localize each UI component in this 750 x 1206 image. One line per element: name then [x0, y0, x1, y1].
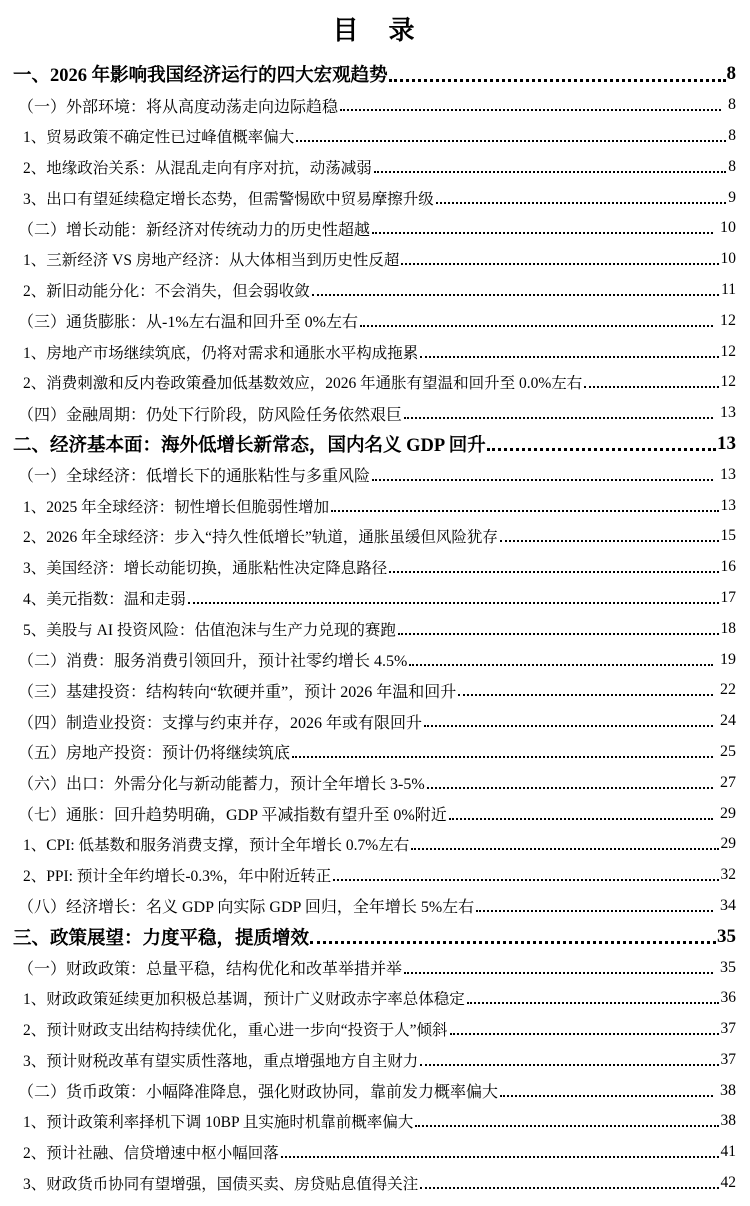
dot-leader — [296, 140, 726, 142]
toc-entry-page: 38 — [720, 1112, 736, 1130]
toc-entry-page: 37 — [720, 1020, 736, 1038]
toc-entry[interactable] — [13, 737, 736, 768]
toc-entry-page: 13 — [720, 404, 736, 422]
toc-entry[interactable] — [13, 121, 736, 152]
toc-entry[interactable] — [13, 490, 736, 521]
toc-entry-page: 13 — [720, 465, 736, 483]
dot-leader — [331, 510, 718, 512]
dot-leader — [487, 448, 716, 451]
toc-entry[interactable] — [13, 1075, 736, 1106]
toc-entry[interactable] — [13, 305, 736, 336]
toc-entry-page: 9 — [728, 188, 736, 206]
toc-entry[interactable] — [13, 1137, 736, 1168]
toc-entry-page: 8 — [728, 126, 736, 144]
toc-entry-label: 1、预计政策利率择机下调 10BP 且实施时机靠前概率偏大 — [23, 1114, 414, 1132]
toc-entry-label: 1、三新经济 VS 房地产经济：从大体相当到历史性反超 — [23, 252, 400, 270]
toc-entry-label: 2、地缘政治关系：从混乱走向有序对抗，动荡减弱 — [23, 159, 372, 177]
toc-entry[interactable] — [13, 521, 736, 552]
dot-leader — [449, 818, 713, 820]
toc-entry-label: （七）通胀：回升趋势明确，GDP 平减指数有望升至 0%附近 — [18, 807, 447, 825]
toc-entry[interactable] — [13, 767, 736, 798]
toc-entry-page: 42 — [720, 1174, 736, 1192]
dot-leader — [415, 1125, 718, 1127]
toc-entry-page: 38 — [720, 1081, 736, 1099]
toc-entry-label: （三）基建投资：结构转向“软硬并重”，预计 2026 年温和回升 — [18, 683, 457, 701]
toc-entry-label: （一）财政政策：总量平稳，结构优化和改革举措并举 — [18, 961, 403, 978]
toc-entry-label: 4、美元指数：温和走弱 — [23, 590, 186, 608]
toc-entry-label: （二）消费：服务消费引领回升，预计社零约增长 4.5% — [18, 653, 408, 671]
toc-entry-page: 29 — [720, 804, 736, 822]
toc-entry-page: 15 — [720, 527, 736, 545]
toc-entry-label: （五）房地产投资：预计仍将继续筑底 — [18, 745, 291, 763]
dot-leader — [401, 263, 718, 265]
toc-entry[interactable] — [13, 952, 736, 983]
toc-entry-label: （三）通货膨胀：从-1%左右温和回升至 0%左右 — [18, 314, 358, 332]
toc-entry-page: 12 — [720, 311, 736, 329]
toc-entry-page: 10 — [720, 250, 736, 268]
dot-leader — [411, 848, 718, 850]
toc-entry-label: 2、预计社融、信贷增速中枢小幅回落 — [23, 1145, 279, 1163]
toc-entry-page: 35 — [717, 925, 736, 947]
toc-entry[interactable] — [13, 429, 736, 460]
dot-leader — [420, 1187, 718, 1189]
dot-leader — [312, 294, 719, 296]
dot-leader — [500, 1095, 713, 1097]
dot-leader — [374, 171, 726, 173]
dot-leader — [458, 694, 713, 696]
dot-leader — [372, 232, 713, 234]
toc-entry-label: （六）出口：外需分化与新动能蓄力，预计全年增长 3-5% — [18, 776, 425, 794]
toc-entry[interactable] — [13, 706, 736, 737]
toc-entry[interactable] — [13, 552, 736, 583]
toc-entry-page: 29 — [720, 835, 736, 853]
toc-entry-page: 25 — [720, 742, 736, 760]
toc-entry-page: 12 — [720, 342, 736, 360]
dot-leader — [372, 479, 713, 481]
toc-entry-label: （一）外部环境：将从高度动荡走向边际趋稳 — [18, 98, 339, 116]
toc-entry[interactable] — [13, 860, 736, 891]
toc-entry-page: 32 — [720, 866, 736, 884]
toc-entry-page: 12 — [720, 373, 736, 391]
toc-entry-label: （八）经济增长：名义 GDP 向实际 GDP 回归，全年增长 5%左右 — [18, 899, 475, 917]
toc-entry-label: 3、预计财税改革有望实质性落地，重点增强地方自主财力 — [23, 1052, 419, 1070]
toc-entry-label: （四）制造业投资：支撑与约束并存，2026 年或有限回升 — [18, 714, 423, 732]
toc-entry-label: 2、预计财政支出结构持续优化，重心进一步向“投资于人”倾斜 — [23, 1022, 448, 1040]
toc-entry[interactable] — [13, 213, 736, 244]
dot-leader — [467, 1002, 719, 1004]
page-title: 目 录 — [332, 16, 417, 45]
toc-entry-page: 8 — [726, 63, 736, 85]
toc-entry-label: 二、经济基本面：海外低增长新常态，国内名义 GDP 回升 — [13, 435, 486, 456]
toc-entry-page: 22 — [720, 681, 736, 699]
toc-entry[interactable] — [13, 151, 736, 182]
toc-entry[interactable] — [13, 398, 736, 429]
toc-entry-label: 2、新旧动能分化：不会消失，但会弱收敛 — [23, 282, 310, 300]
toc-entry-label: （二）货币政策：小幅降准降息，强化财政协同，靠前发力概率偏大 — [18, 1084, 499, 1102]
toc-entry[interactable] — [13, 583, 736, 614]
toc-entry-label: 5、美股与 AI 投资风险：估值泡沫与生产力兑现的赛跑 — [23, 621, 396, 639]
toc-entry-page: 10 — [720, 219, 736, 237]
dot-leader — [360, 325, 713, 327]
toc-entry-page: 13 — [717, 432, 736, 454]
toc-entry-page: 8 — [728, 96, 736, 114]
toc-entry-label: （四）金融周期：仍处下行阶段，防风险任务依然艰巨 — [18, 406, 403, 424]
toc-entry-page: 27 — [720, 773, 736, 791]
toc-entry-page: 34 — [720, 896, 736, 914]
toc-entry-page: 16 — [720, 558, 736, 576]
toc-entry[interactable] — [13, 644, 736, 675]
toc-entry-page: 11 — [721, 280, 736, 298]
toc-entry-label: 1、房地产市场继续筑底，仍将对需求和通胀水平构成拖累 — [23, 344, 419, 362]
dot-leader — [420, 356, 718, 358]
dot-leader — [281, 1156, 719, 1158]
toc-entry[interactable] — [13, 1014, 736, 1045]
toc-entry-page: 24 — [720, 712, 736, 730]
toc-entry[interactable] — [13, 367, 736, 398]
toc-entry-page: 18 — [720, 619, 736, 637]
toc-entry[interactable] — [13, 459, 736, 490]
toc-entry[interactable] — [13, 829, 736, 860]
dot-leader — [427, 787, 713, 789]
dot-leader — [389, 79, 726, 82]
toc-entry-label: 2、PPI: 预计全年约增长-0.3%，年中附近转正 — [23, 868, 332, 886]
toc-entry-page: 13 — [720, 496, 736, 514]
toc-entry[interactable] — [13, 275, 736, 306]
dot-leader — [450, 1033, 719, 1035]
dot-leader — [333, 879, 718, 881]
toc-entry[interactable] — [13, 983, 736, 1014]
toc-entry-label: 2、2026 年全球经济：步入“持久性低增长”轨道，通胀虽缓但风险犹存 — [23, 529, 498, 547]
toc-entry[interactable] — [13, 244, 736, 275]
dot-leader — [404, 417, 713, 419]
dot-leader — [476, 910, 713, 912]
toc-entry-page: 35 — [720, 958, 736, 976]
dot-leader — [436, 202, 726, 204]
toc-list — [13, 59, 736, 1198]
dot-leader — [420, 1064, 718, 1066]
toc-entry[interactable] — [13, 675, 736, 706]
toc-entry[interactable] — [13, 90, 736, 121]
toc-entry-label: 1、CPI: 低基数和服务消费支撑，预计全年增长 0.7%左右 — [23, 837, 410, 855]
toc-entry-label: 1、贸易政策不确定性已过峰值概率偏大 — [23, 128, 295, 146]
dot-leader — [584, 386, 718, 388]
toc-entry[interactable] — [13, 182, 736, 213]
toc-entry[interactable] — [13, 613, 736, 644]
dot-leader — [389, 571, 718, 573]
toc-entry[interactable] — [13, 798, 736, 829]
toc-entry-page: 36 — [720, 989, 736, 1007]
toc-entry[interactable] — [13, 59, 736, 90]
toc-entry-label: 3、美国经济：增长动能切换，通胀粘性决定降息路径 — [23, 560, 388, 578]
dot-leader — [188, 602, 719, 604]
toc-entry-label: 一、2026 年影响我国经济运行的四大宏观趋势 — [13, 66, 388, 87]
dot-leader — [409, 664, 713, 666]
toc-entry[interactable] — [13, 1168, 736, 1199]
toc-entry-page: 8 — [728, 157, 736, 175]
dot-leader — [292, 756, 713, 758]
toc-entry-label: （一）全球经济：低增长下的通胀粘性与多重风险 — [18, 468, 371, 486]
toc-entry-label: 2、消费刺激和反内卷政策叠加低基数效应，2026 年通胀有望温和回升至 0.0%左右 — [23, 375, 583, 393]
toc-entry-page: 37 — [720, 1050, 736, 1068]
toc-entry-page: 17 — [720, 588, 736, 606]
toc-entry[interactable] — [13, 336, 736, 367]
toc-entry[interactable] — [13, 1045, 736, 1076]
toc-entry-label: 三、政策展望：力度平稳，提质增效 — [13, 928, 310, 949]
toc-entry[interactable] — [13, 921, 736, 952]
toc-entry-page: 19 — [720, 650, 736, 668]
dot-leader — [340, 109, 721, 111]
toc-entry-label: （二）增长动能：新经济对传统动力的历史性超越 — [18, 221, 371, 239]
toc-entry-label: 1、2025 年全球经济：韧性增长但脆弱性增加 — [23, 498, 330, 516]
dot-leader — [424, 725, 713, 727]
toc-entry[interactable] — [13, 1106, 736, 1137]
toc-entry-label: 1、财政政策延续更加积极总基调，预计广义财政赤字率总体稳定 — [23, 991, 465, 1009]
toc-entry-page: 41 — [720, 1143, 736, 1161]
dot-leader — [398, 633, 719, 635]
toc-entry[interactable] — [13, 891, 736, 922]
toc-entry-label: 3、财政货币协同有望增强，国债买卖、房贷贴息值得关注 — [23, 1176, 419, 1194]
dot-leader — [404, 972, 713, 974]
dot-leader — [310, 941, 716, 944]
dot-leader — [500, 540, 719, 542]
toc-entry-label: 3、出口有望延续稳定增长态势，但需警惕欧中贸易摩擦升级 — [23, 190, 434, 208]
